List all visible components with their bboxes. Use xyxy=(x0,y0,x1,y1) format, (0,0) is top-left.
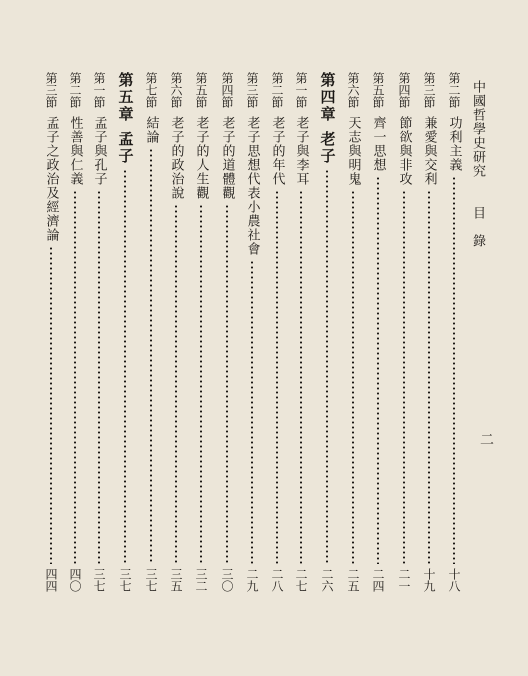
section-title: 孟子與孔子 xyxy=(91,116,107,186)
entry-page-number: 三七 xyxy=(144,568,158,592)
toc-entry xyxy=(344,72,362,592)
entry-page-number: 四四 xyxy=(44,568,58,592)
section-title: 結論 xyxy=(143,116,159,144)
toc-entry xyxy=(243,72,261,592)
entry-page-number: 三七 xyxy=(118,568,132,592)
section-number: 第三節 xyxy=(44,72,58,108)
toc-entry xyxy=(420,72,438,592)
toc-entry xyxy=(167,72,185,592)
section-number: 第五節 xyxy=(194,72,208,108)
section-number: 第六節 xyxy=(346,72,360,108)
entry-page-number: 四〇 xyxy=(68,568,82,592)
running-header xyxy=(468,80,487,248)
section-title: 老子的人生觀 xyxy=(193,116,209,200)
entry-page-number: 三〇 xyxy=(220,568,234,592)
section-title: 天志與明鬼 xyxy=(345,116,361,186)
toc-entry xyxy=(369,72,387,592)
chapter-title: 孟子 xyxy=(116,131,135,165)
section-number: 第七節 xyxy=(144,72,158,108)
section-title: 老子思想代表小農社會 xyxy=(244,116,260,256)
leader-dots xyxy=(377,176,379,564)
entry-page-number: 二七 xyxy=(294,568,308,592)
toc-entry xyxy=(192,72,210,592)
section-title: 老子的年代 xyxy=(269,116,285,186)
chapter-title: 老子 xyxy=(318,131,337,165)
toc-entry xyxy=(292,72,310,592)
entry-page-number: 二四 xyxy=(371,568,385,592)
entry-page-number: 二一 xyxy=(397,568,411,592)
entry-page-number: 二六 xyxy=(320,568,334,592)
section-title: 老子與李耳 xyxy=(293,116,309,186)
section-title: 功利主義 xyxy=(446,116,462,172)
leader-dots xyxy=(326,169,328,564)
chapter-heading: 第四章 xyxy=(318,72,337,123)
section-number: 第一節 xyxy=(92,72,106,108)
leader-dots xyxy=(403,190,405,564)
leader-dots xyxy=(200,204,202,564)
toc-entry xyxy=(218,72,236,592)
toc-chapter-entry xyxy=(318,72,336,592)
section-number: 第三節 xyxy=(245,72,259,108)
entry-page-number: 二九 xyxy=(245,568,259,592)
toc-entry xyxy=(90,72,108,592)
toc-entry xyxy=(445,72,463,592)
toc-entry xyxy=(66,72,84,592)
section-number: 第四節 xyxy=(397,72,411,108)
entry-page-number: 三二 xyxy=(194,568,208,592)
leader-dots xyxy=(300,190,302,564)
toc-entry xyxy=(268,72,286,592)
leader-dots xyxy=(98,190,100,564)
leader-dots xyxy=(124,169,126,564)
leader-dots xyxy=(50,246,52,564)
section-title: 齊一思想 xyxy=(370,116,386,172)
leader-dots xyxy=(175,204,177,564)
leader-dots xyxy=(453,176,455,564)
section-title: 孟子之政治及經濟論 xyxy=(43,116,59,242)
section-number: 第二節 xyxy=(68,72,82,108)
section-number: 第二節 xyxy=(447,72,461,108)
toc-entry xyxy=(142,72,160,592)
entry-page-number: 二八 xyxy=(270,568,284,592)
chapter-heading: 第五章 xyxy=(116,72,135,123)
section-title: 老子的道體觀 xyxy=(219,116,235,200)
leader-dots xyxy=(251,260,253,564)
leader-dots xyxy=(276,190,278,564)
leader-dots xyxy=(150,148,152,564)
section-title: 老子的政治說 xyxy=(168,116,184,200)
toc-chapter-entry xyxy=(116,72,134,592)
entry-page-number: 十八 xyxy=(447,568,461,592)
entry-page-number: 二五 xyxy=(346,568,360,592)
leader-dots xyxy=(352,190,354,564)
leader-dots xyxy=(428,190,430,564)
section-number: 第二節 xyxy=(270,72,284,108)
section-number: 第一節 xyxy=(294,72,308,108)
leader-dots xyxy=(74,190,76,564)
book-title: 中國哲學史研究 xyxy=(470,80,485,178)
section-title: 節欲與非攻 xyxy=(396,116,412,186)
section-number: 第四節 xyxy=(220,72,234,108)
toc-entry xyxy=(42,72,60,592)
entry-page-number: 十九 xyxy=(422,568,436,592)
toc-entry xyxy=(395,72,413,592)
entry-page-number: 三五 xyxy=(169,568,183,592)
section-title: 兼愛與交利 xyxy=(421,116,437,186)
section-number: 第五節 xyxy=(371,72,385,108)
page-number: 二 xyxy=(478,432,494,447)
section-label: 目 錄 xyxy=(470,206,485,248)
section-number: 第六節 xyxy=(169,72,183,108)
section-title: 性善與仁義 xyxy=(67,116,83,186)
entry-page-number: 三七 xyxy=(92,568,106,592)
section-number: 第三節 xyxy=(422,72,436,108)
leader-dots xyxy=(226,204,228,564)
